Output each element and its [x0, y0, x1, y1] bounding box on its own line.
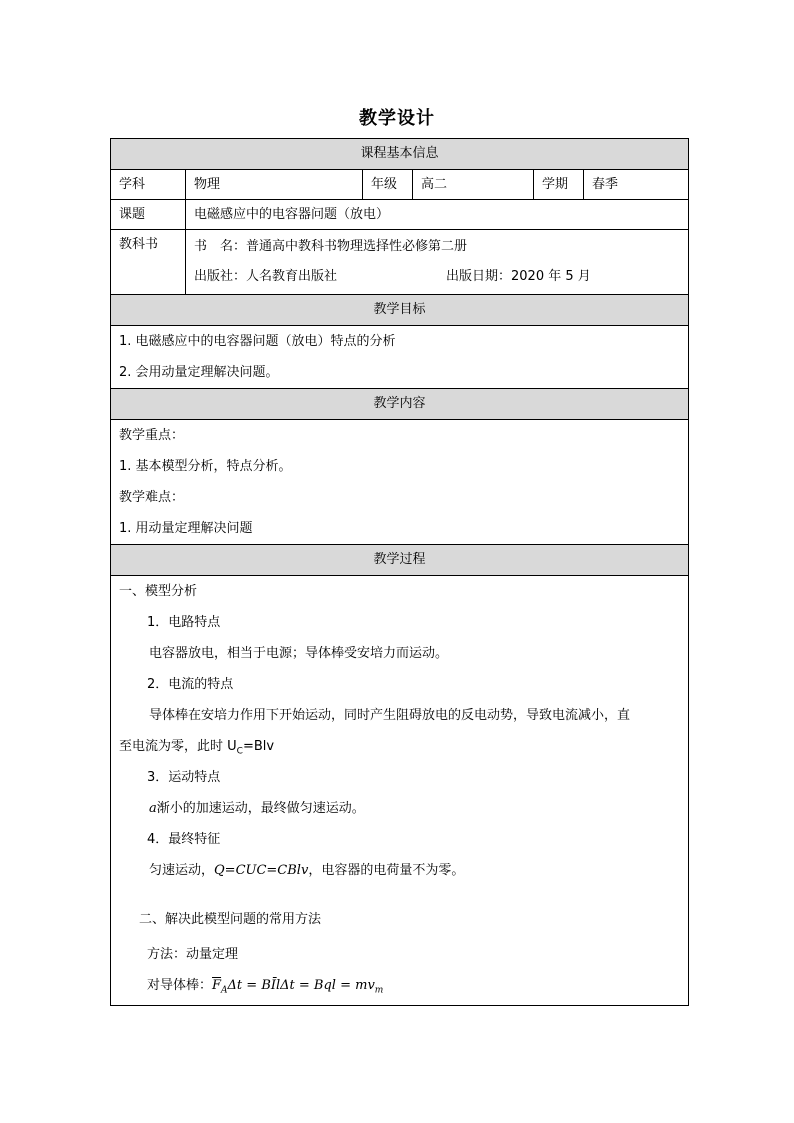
content-row — [111, 420, 689, 545]
book-name: 书 名：普通高中教科书物理选择性必修第二册 — [194, 239, 468, 254]
lesson-plan-table — [110, 138, 689, 1006]
spacer — [119, 886, 680, 904]
s4-text — [119, 855, 680, 886]
part2-title: 二、解决此模型问题的常用方法 — [139, 912, 322, 927]
goals-heading: 教学目标 — [111, 295, 689, 326]
grade-label: 年级 — [363, 170, 413, 200]
section-header-basic-info — [111, 139, 689, 170]
textbook-info — [186, 230, 689, 295]
subject-value: 物理 — [186, 170, 363, 200]
goal-item: 2. 会用动量定理解决问题。 — [119, 365, 279, 380]
s4-prefix: 匀速运动， — [149, 863, 215, 878]
s1-text: 电容器放电，相当于电源；导体棒受安培力而运动。 — [149, 646, 449, 661]
method-line: 方法：动量定理 — [147, 947, 239, 962]
goals-list — [111, 326, 689, 389]
topic-row — [111, 200, 689, 230]
textbook-row — [111, 230, 689, 295]
s3-desc: 渐小的加速运动，最终做匀速运动。 — [156, 801, 365, 816]
textbook-label: 教科书 — [111, 230, 186, 295]
rod-force-sub: A — [221, 985, 228, 996]
s3-title: 3．运动特点 — [147, 770, 221, 785]
basic-info-heading: 课程基本信息 — [111, 139, 689, 170]
term-value: 春季 — [584, 170, 689, 200]
publisher-line — [194, 262, 680, 292]
s2-text-b — [119, 731, 680, 762]
s2-title: 2．电流的特点 — [147, 677, 234, 692]
goal-item: 1. 电磁感应中的电容器问题（放电）特点的分析 — [119, 334, 396, 349]
s2-text-a: 导体棒在安培力作用下开始运动，同时产生阻碍放电的反电动势，导致电流减小，直 — [149, 708, 631, 723]
s1-title: 1．电路特点 — [147, 615, 221, 630]
difficulty-label: 教学难点： — [119, 490, 185, 505]
grade-value: 高二 — [413, 170, 534, 200]
process-heading: 教学过程 — [111, 545, 689, 576]
s2-text-b-sub: C — [236, 746, 243, 757]
rod-equation — [119, 970, 680, 1001]
section-header-process — [111, 545, 689, 576]
s4-formula: Q=CUC=CBlv — [214, 863, 309, 878]
process-body — [111, 576, 689, 1006]
rod-formula-sub: m — [374, 985, 384, 996]
focus-label: 教学重点： — [119, 428, 185, 443]
part1-title: 一、模型分析 — [119, 584, 198, 599]
s3-var: a — [149, 801, 157, 816]
section-header-goals — [111, 295, 689, 326]
s2-text-b-prefix: 至电流为零，此时 U — [119, 739, 237, 754]
focus-item: 1. 基本模型分析，特点分析。 — [119, 459, 292, 474]
section-header-content — [111, 389, 689, 420]
s4-suffix: ，电容器的电荷量不为零。 — [308, 863, 465, 878]
s2-text-b-suffix: =Blv — [242, 739, 275, 754]
content-list — [111, 420, 689, 545]
difficulty-item: 1. 用动量定理解决问题 — [119, 521, 253, 536]
publish-date: 出版日期：2020 年 5 月 — [446, 269, 591, 284]
topic-value: 电磁感应中的电容器问题（放电） — [186, 200, 689, 230]
subject-row — [111, 170, 689, 200]
document-title: 教学设计 — [359, 108, 435, 129]
subject-label: 学科 — [111, 170, 186, 200]
publisher: 出版社：人名教育出版社 — [194, 269, 338, 284]
rod-force: F — [212, 978, 222, 993]
s4-title: 4．最终特征 — [147, 832, 221, 847]
rod-formula: Δt = BĪlΔt = Bql = mv — [227, 978, 375, 993]
goals-row — [111, 326, 689, 389]
term-label: 学期 — [534, 170, 584, 200]
process-row — [111, 576, 689, 1006]
rod-prefix: 对导体棒： — [147, 978, 213, 993]
topic-label: 课题 — [111, 200, 186, 230]
content-heading: 教学内容 — [111, 389, 689, 420]
s3-text — [119, 793, 680, 824]
